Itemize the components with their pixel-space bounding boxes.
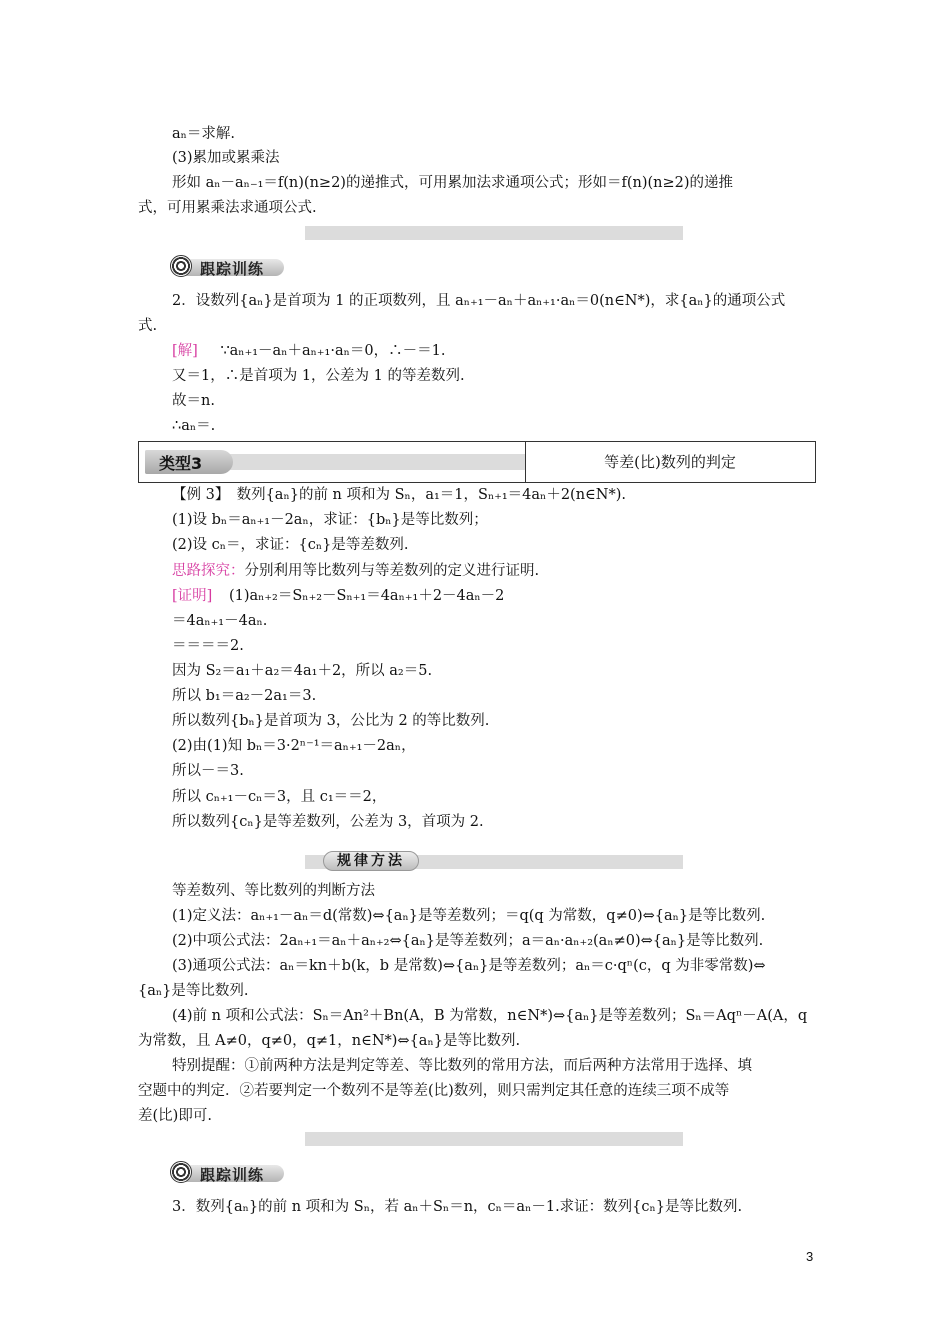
text-line: 为常数，且 A≠0，q≠0，q≠1，n∈N*)⇔{aₙ}是等比数列. — [138, 1033, 521, 1049]
text-line: 所以 cₙ₊₁－cₙ＝3，且 c₁＝＝2， — [172, 789, 387, 805]
text-line: (1)定义法：aₙ₊₁－aₙ＝d(常数)⇔{aₙ}是等差数列；＝q(q 为常数，q≠0)⇔{aₙ}是等比数列. — [172, 908, 766, 924]
text-line: (2)中项公式法：2aₙ₊₁＝aₙ＋aₙ₊₂⇔{aₙ}是等差数列；a＝aₙ·aₙ₊₂(aₙ≠0)⇔{aₙ}是等比数列. — [172, 933, 764, 949]
page-number: 3 — [806, 1249, 814, 1264]
text-line: (3)通项公式法：aₙ＝kn＋b(k，b 是常数)⇔{aₙ}是等差数列；aₙ＝c·qⁿ(c，q 为非零常数)⇔ — [172, 958, 766, 974]
text-line: ＝4aₙ₊₁－4aₙ. — [172, 613, 268, 629]
text-line: (3)累加或累乘法 — [172, 150, 280, 166]
text-line: (4)前 n 项和公式法：Sₙ＝An²＋Bn(A，B 为常数，n∈N*)⇔{aₙ}是等差数列；Sₙ＝Aqⁿ－A(A，q — [172, 1008, 808, 1024]
proof-line: [证明] (1)aₙ₊₂＝Sₙ₊₂－Sₙ₊₁＝4aₙ₊₁＋2－4aₙ－2 — [172, 588, 505, 604]
proof-label: [证明] — [172, 588, 213, 604]
text-line: (1)设 bₙ＝aₙ₊₁－2aₙ，求证：{bₙ}是等比数列； — [172, 512, 488, 528]
text-line: {aₙ}是等比数列. — [138, 983, 249, 999]
text-line: 所以－＝3. — [172, 763, 244, 779]
text-line: 差(比)即可. — [138, 1108, 212, 1124]
example-3: 【例 3】 数列{aₙ}的前 n 项和为 Sₙ，a₁＝1，Sₙ₊₁＝4aₙ＋2(n∈N*). — [172, 487, 626, 503]
text-line: 等差数列、等比数列的判断方法 — [172, 883, 375, 899]
track-training-badge: 跟踪训练 — [170, 1161, 286, 1185]
type-3-header: 类型3 等差(比)数列的判定 — [138, 441, 816, 483]
text-line: 形如 aₙ－aₙ₋₁＝f(n)(n≥2)的递推式，可用累加法求通项公式；形如＝f(n)(n≥2)的递推 — [172, 175, 734, 191]
text-line: (2)由(1)知 bₙ＝3·2ⁿ⁻¹＝aₙ₊₁－2aₙ， — [172, 738, 416, 754]
text-line: 故＝n. — [172, 393, 215, 409]
type-3-title: 等差(比)数列的判定 — [604, 453, 736, 471]
question-2: 2．设数列{aₙ}是首项为 1 的正项数列，且 aₙ₊₁－aₙ＋aₙ₊₁·aₙ＝0(n∈N*)，求{aₙ}的通项公式 — [172, 293, 786, 309]
text-line: 所以 b₁＝a₂－2a₁＝3. — [172, 688, 317, 704]
solution-line: [解] ∵aₙ₊₁－aₙ＋aₙ₊₁·aₙ＝0，∴－＝1. — [172, 343, 446, 359]
idea-line: 思路探究：分别利用等比数列与等差数列的定义进行证明. — [172, 563, 540, 579]
track-training-badge: 跟踪训练 — [170, 255, 286, 279]
text-line: 特别提醒：①前两种方法是判定等差、等比数列的常用方法，而后两种方法常用于选择、填 — [172, 1058, 752, 1074]
text-line: aₙ＝求解. — [172, 126, 236, 142]
section-divider — [305, 226, 683, 240]
text-line: 空题中的判定．②若要判定一个数列不是等差(比)数列，则只需判定其任意的连续三项不成等 — [138, 1083, 730, 1099]
idea-label: 思路探究： — [172, 563, 245, 579]
text-line: 式. — [138, 318, 158, 334]
section-divider — [305, 1132, 683, 1146]
target-icon — [170, 255, 192, 277]
solution-label: [解] — [172, 343, 198, 359]
text-line: 因为 S₂＝a₁＋a₂＝4a₁＋2，所以 a₂＝5. — [172, 663, 433, 679]
rule-method-banner: 规律方法 — [305, 851, 683, 871]
text-line: 所以数列{cₙ}是等差数列，公差为 3，首项为 2. — [172, 814, 484, 830]
text-line: ∴aₙ＝. — [172, 418, 216, 434]
question-3: 3．数列{aₙ}的前 n 项和为 Sₙ，若 aₙ＋Sₙ＝n，cₙ＝aₙ－1.求证：数列{cₙ}是等比数列. — [172, 1199, 743, 1215]
text-line: 所以数列{bₙ}是首项为 3，公比为 2 的等比数列. — [172, 713, 490, 729]
text-line: 式，可用累乘法求通项公式. — [138, 200, 317, 216]
text-line: ＝＝＝＝2. — [172, 638, 244, 654]
text-line: 又＝1，∴是首项为 1，公差为 1 的等差数列. — [172, 368, 465, 384]
text-line: (2)设 cₙ＝，求证：{cₙ}是等差数列. — [172, 537, 409, 553]
target-icon — [170, 1161, 192, 1183]
